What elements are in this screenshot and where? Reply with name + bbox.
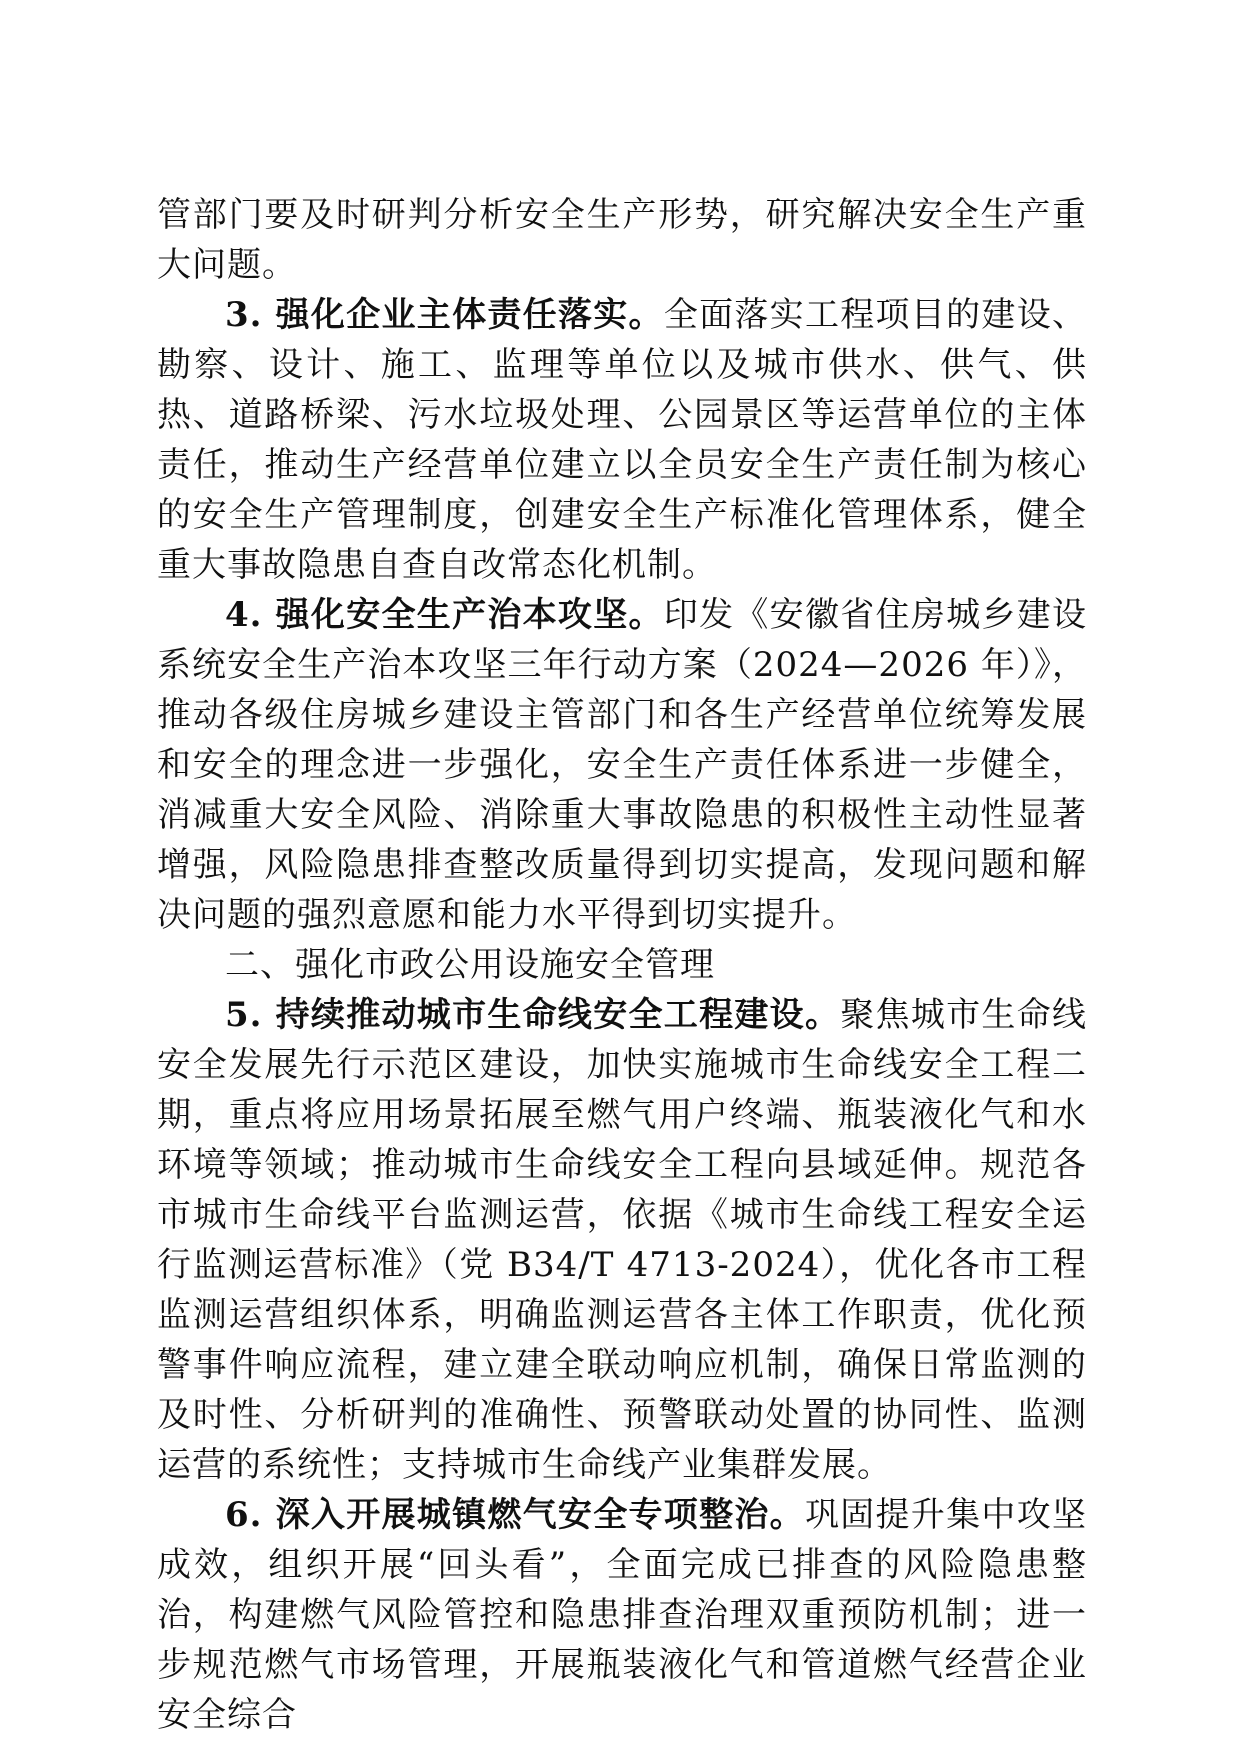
item-4-body: 印发《安徽省住房城乡建设系统安全生产治本攻坚三年行动方案（2024—2026 年）》，推动各级住房城乡建设主管部门和各生产经营单位统筹发展和安全的理念进一步强化，安全生产责任体系进一步健全，消减重大安全风险、消除重大事故隐患的积极性主动性显著增强，风险隐患排查整改质量得到切实提高，发现问题和解决问题的强烈意愿和能力水平得到切实提升。 [157, 595, 1087, 935]
item-6-body: 巩固提升集中攻坚成效，组织开展“回头看”，全面完成已排查的风险隐患整治，构建燃气风险管控和隐患排查治理双重预防机制；进一步规范燃气市场管理，开展瓶装液化气和管道燃气经营企业安全综合 [157, 1495, 1087, 1735]
item-5-title: 5. 持续推动城市生命线安全工程建设。 [225, 995, 841, 1035]
document-body [157, 190, 1087, 1740]
item-3-paragraph [157, 290, 1087, 590]
item-5-body: 聚焦城市生命线安全发展先行示范区建设，加快实施城市生命线安全工程二期，重点将应用场景拓展至燃气用户终端、瓶装液化气和水环境等领域；推动城市生命线安全工程向县域延伸。规范各市城市生命线平台监测运营，依据《城市生命线工程安全运行监测运营标准》（党 B34/T 4713-2024），优化各市工程监测运营组织体系，明确监测运营各主体工作职责，优化预警事件响应流程，建立建全联动响应机制，确保日常监测的及时性、分析研判的准确性、预警联动处置的协同性、监测运营的系统性；支持城市生命线产业集群发展。 [157, 995, 1087, 1485]
paragraph-text: 管部门要及时研判分析安全生产形势，研究解决安全生产重大问题。 [157, 195, 1087, 285]
item-3-title: 3. 强化企业主体责任落实。 [225, 295, 664, 335]
item-5-paragraph [157, 990, 1087, 1490]
item-6-title: 6. 深入开展城镇燃气安全专项整治。 [225, 1495, 805, 1535]
section-heading-text: 二、强化市政公用设施安全管理 [225, 945, 715, 985]
item-6-paragraph [157, 1490, 1087, 1740]
paragraph-continuation [157, 190, 1087, 290]
item-4-title: 4. 强化安全生产治本攻坚。 [225, 595, 664, 635]
item-3-body: 全面落实工程项目的建设、勘察、设计、施工、监理等单位以及城市供水、供气、供热、道路桥梁、污水垃圾处理、公园景区等运营单位的主体责任，推动生产经营单位建立以全员安全生产责任制为核心的安全生产管理制度，创建安全生产标准化管理体系，健全重大事故隐患自查自改常态化机制。 [157, 295, 1087, 585]
item-4-paragraph [157, 590, 1087, 940]
section-2-heading [157, 940, 1087, 990]
